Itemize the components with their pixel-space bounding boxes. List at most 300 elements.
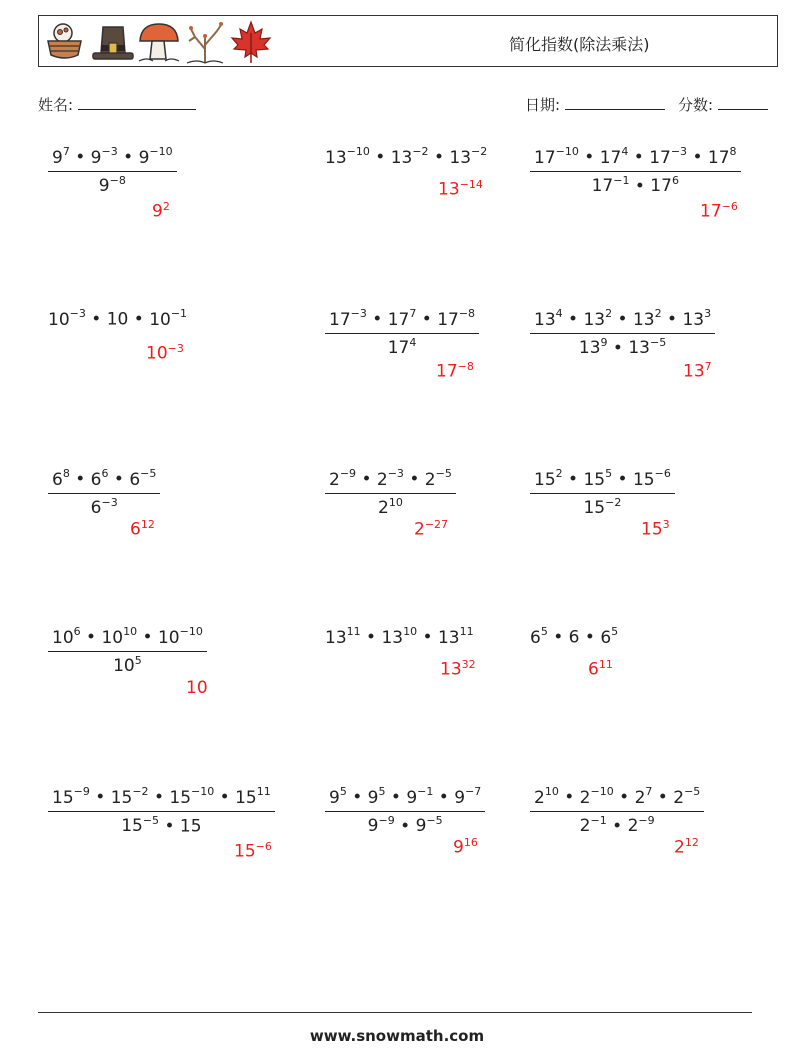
answer-base: 10 [186,678,208,698]
fraction [325,468,456,518]
multiply-dot: • [85,309,107,330]
power-base: 15 [583,469,606,490]
power-base: 2 [673,787,685,808]
power-base: 15 [52,787,74,808]
power-term [634,785,653,808]
answer [683,360,712,382]
power-base: 10 [52,627,74,648]
power-base: 17 [650,176,672,197]
power-exponent: 5 [540,625,548,638]
power-base: 2 [376,469,388,490]
power-exponent: 7 [645,785,653,798]
multiply-dot: • [612,309,633,330]
power-base: 6 [568,627,580,648]
power-term [406,785,434,808]
power-exponent: 5 [339,785,347,798]
fraction [530,468,675,518]
multiply-dot: • [607,338,629,359]
power-term [583,467,613,490]
power-term [101,625,138,648]
answer [588,658,613,680]
power-base: 2 [627,816,639,837]
power-term [600,625,619,648]
worksheet-title: 简化指数(除法乘法) [509,35,650,54]
power-base: 2 [579,816,591,837]
multiply-dot: • [629,176,651,197]
power-base: 13 [682,309,705,330]
power-term [599,145,629,168]
power-term [632,467,671,490]
answer [438,178,483,200]
power-base: 6 [52,469,63,490]
power-base: 9 [367,816,379,837]
power-exponent: 6 [73,625,81,638]
denominator [48,652,207,677]
multiply-dot: • [69,147,91,168]
multiply-dot: • [562,309,584,330]
fraction [48,468,160,518]
fraction [48,786,275,836]
fraction [530,308,715,358]
multiply-dot: • [137,627,158,648]
answer [234,840,272,862]
date-label: 日期: [525,96,561,114]
denominator [48,172,177,197]
power-exponent: −1 [590,813,607,827]
power-base: 17 [437,309,459,330]
power-exponent: −1 [613,173,630,187]
power-base: 13 [578,338,601,359]
power-base: 9 [52,147,63,168]
power-base: 9 [367,787,379,808]
power-exponent: 7 [62,145,70,158]
multiply-dot: • [612,469,633,490]
multiply-dot: • [687,147,708,168]
fraction [325,786,485,836]
power-exponent: −2 [605,495,622,509]
answer [700,200,738,222]
footer-divider [38,1012,752,1013]
power-exponent: 8 [729,145,737,158]
power-term [649,145,688,168]
answer [130,518,155,540]
answer-base: 10 [146,343,168,364]
multiply-dot: • [652,787,674,808]
power-base: 17 [387,338,410,359]
power-exponent: −3 [350,307,367,320]
answer-base: 13 [683,361,705,382]
power-base: 9 [329,787,340,808]
fraction [530,146,741,196]
power-exponent: −6 [654,467,671,480]
numerator [325,308,479,334]
power-term [325,625,361,648]
numerator [325,468,456,494]
problem-expression [48,626,207,676]
answer-exponent: −14 [459,178,483,191]
power-base: 10 [149,309,171,330]
power-base: 13 [449,147,472,168]
power-term [367,785,386,808]
power-term [390,145,429,168]
power-term [180,816,202,836]
power-exponent: 8 [62,467,70,480]
problem-expression [48,468,160,518]
power-exponent: −10 [149,145,173,158]
multiply-dot: • [346,787,368,808]
multiply-dot: • [606,816,628,837]
multiply-dot: • [628,147,650,168]
power-term [579,813,607,837]
power-base: 2 [534,787,545,808]
multiply-dot: • [69,469,91,490]
power-term [329,467,357,490]
power-base: 15 [235,787,257,808]
power-exponent: −3 [387,467,404,480]
multiply-dot: • [128,309,150,330]
answer-base: 2 [674,837,685,858]
power-base: 2 [634,787,646,808]
power-base: 2 [579,787,591,808]
power-term [329,785,347,808]
power-term [534,307,563,330]
power-term [578,335,608,359]
power-base: 13 [381,627,404,648]
power-base: 10 [113,656,135,677]
denominator [325,494,456,519]
power-term [673,785,701,808]
power-term [52,785,90,808]
fraction [48,146,177,196]
power-base: 13 [534,309,556,330]
power-term [583,307,613,330]
power-term [437,307,476,330]
power-exponent: 5 [134,653,142,667]
power-base: 6 [90,469,102,490]
problem-expression [325,786,485,836]
score-label: 分数: [678,96,714,114]
multiply-dot: • [613,787,635,808]
numerator [530,786,704,812]
power-base: 17 [329,309,351,330]
power-term [107,310,129,330]
power-base: 15 [110,787,133,808]
power-exponent: 10 [388,495,403,509]
power-base: 17 [534,147,556,168]
power-exponent: −9 [638,813,655,827]
power-term [129,467,157,490]
multiply-dot: • [148,787,170,808]
power-exponent: −5 [140,467,157,480]
power-exponent: 5 [605,467,613,480]
power-base: 9 [98,176,110,197]
power-exponent: −3 [670,145,688,158]
power-base: 10 [106,309,129,330]
power-base: 6 [90,498,102,519]
answer-exponent: 7 [704,360,712,373]
answer [641,518,670,540]
power-exponent: −9 [73,785,90,798]
answer-exponent: 2 [162,200,170,213]
power-exponent: −2 [132,785,149,798]
power-base: 13 [583,309,606,330]
power-exponent: 10 [403,625,418,638]
power-exponent: 4 [555,307,563,320]
answer [414,518,448,540]
power-exponent: −10 [590,785,614,798]
power-base: 6 [600,627,612,648]
power-term [325,145,370,168]
numerator [48,146,177,172]
power-base: 15 [632,469,655,490]
problem-expression [530,146,741,196]
power-exponent: −5 [426,813,443,827]
power-term [707,145,737,168]
answer-base: 2 [414,519,425,540]
power-term [449,145,488,168]
power-term [378,495,403,519]
answer-exponent: −27 [424,518,449,531]
answer-base: 9 [152,201,163,222]
multiply-dot: • [366,309,388,330]
fraction [530,786,704,836]
numerator [325,786,485,812]
power-term [52,625,81,648]
power-term [235,785,271,808]
power-term [437,625,474,648]
power-base: 13 [628,338,650,359]
fraction [325,308,479,358]
answer-exponent: −6 [721,200,738,213]
multiply-dot: • [547,627,569,648]
power-term [682,307,712,330]
power-exponent: 11 [459,625,474,638]
power-term [329,307,367,330]
problem-expression [530,468,675,518]
power-exponent: −10 [346,145,370,158]
power-exponent: 6 [101,467,109,480]
power-exponent: −3 [101,495,118,509]
multiply-dot: • [562,469,584,490]
power-term [534,145,579,168]
multiply-dot: • [369,147,391,168]
power-term [121,813,160,837]
power-exponent: −10 [555,145,579,158]
power-base: 10 [157,627,180,648]
multiply-dot: • [360,627,382,648]
multiply-dot: • [428,147,450,168]
answer [453,836,478,858]
denominator [48,494,160,519]
power-term [534,785,559,808]
multiply-dot: • [214,787,236,808]
power-exponent: 4 [409,335,417,349]
answer-base: 9 [453,837,464,858]
power-exponent: −9 [378,813,395,827]
power-exponent: 7 [409,307,417,320]
power-term [52,467,70,490]
multiply-dot: • [578,147,600,168]
answer [674,836,699,858]
power-exponent: −9 [339,467,357,480]
multiply-dot: • [403,469,425,490]
power-exponent: −1 [417,785,434,798]
power-exponent: −10 [191,785,215,798]
problem-expression [325,146,487,168]
answer-exponent: −6 [255,840,272,853]
multiply-dot: • [661,309,683,330]
power-base: 9 [454,787,466,808]
power-term [367,813,395,837]
power-term [387,335,417,359]
problem-expression [530,626,618,648]
power-exponent: −1 [170,307,188,320]
multiply-dot: • [117,147,139,168]
power-term [530,625,548,648]
denominator [48,812,275,837]
answer-base: 17 [436,361,458,382]
power-base: 17 [649,147,671,168]
answer-exponent: 3 [662,518,670,531]
power-term [650,173,679,197]
power-term [98,173,126,197]
power-term [110,785,149,808]
power-term [90,467,109,490]
power-base: 17 [707,147,730,168]
power-exponent: −3 [69,307,86,320]
power-exponent: 10 [123,625,138,638]
problem-expression [530,308,715,358]
power-exponent: 11 [256,785,271,798]
power-term [90,495,118,519]
answer [186,678,208,698]
power-base: 9 [90,147,102,168]
power-exponent: 9 [600,335,608,349]
problem-expression [48,786,275,836]
power-base: 9 [406,787,418,808]
power-exponent: −2 [412,145,429,158]
problem-expression [48,146,177,196]
power-base: 10 [101,627,124,648]
power-exponent: 6 [671,173,679,187]
answer-exponent: −3 [167,342,184,355]
power-base: 15 [179,816,202,837]
power-base: 15 [169,787,192,808]
power-exponent: −8 [458,307,476,320]
power-exponent: −7 [465,785,482,798]
power-term [569,628,580,648]
power-base: 9 [415,816,427,837]
power-term [628,335,667,359]
numerator [530,146,741,172]
numerator [48,626,207,652]
power-base: 10 [48,309,70,330]
power-exponent: 5 [378,785,386,798]
multiply-dot: • [356,469,377,490]
answer [152,200,170,222]
power-exponent: −5 [142,813,160,827]
problem-expression [325,468,456,518]
answer [440,658,476,680]
power-exponent: −5 [435,467,452,480]
power-base: 15 [583,498,606,519]
multiply-dot: • [417,627,438,648]
power-exponent: 11 [346,625,361,638]
denominator [325,812,485,837]
power-term [381,625,418,648]
numerator [48,786,275,812]
power-base: 17 [387,309,410,330]
power-exponent: −5 [684,785,701,798]
power-base: 6 [129,469,141,490]
power-term [169,785,215,808]
power-term [591,173,630,197]
denominator [530,812,704,837]
multiply-dot: • [558,787,580,808]
power-exponent: 3 [704,307,712,320]
numerator [530,468,675,494]
power-term [149,307,188,330]
denominator [325,334,479,359]
power-exponent: −2 [471,145,488,158]
power-exponent: 2 [654,307,662,320]
answer-base: 17 [700,201,722,222]
multiply-dot: • [394,816,416,837]
denominator [530,172,741,197]
power-base: 17 [591,176,614,197]
multiply-dot: • [579,627,601,648]
multiply-dot: • [80,627,102,648]
denominator [530,494,675,519]
answer-exponent: 12 [684,836,699,849]
power-base: 9 [138,147,150,168]
answer [436,360,474,382]
power-base: 13 [325,627,347,648]
numerator [530,308,715,334]
name-label: 姓名: [38,96,74,114]
answer-exponent: 32 [461,658,476,671]
multiply-dot: • [108,469,130,490]
multiply-dot: • [416,309,438,330]
power-term [90,145,118,168]
power-exponent: 4 [621,145,629,158]
power-term [534,467,563,490]
power-exponent: −10 [179,625,203,638]
power-term [113,653,142,677]
problem-expression [325,626,474,648]
power-term [583,495,622,519]
problem-expression [325,308,479,358]
answer-exponent: 11 [598,658,613,671]
answer [146,342,184,364]
power-base: 6 [530,627,541,648]
power-term [48,307,86,330]
problem-expression [530,786,704,836]
power-base: 13 [632,309,655,330]
multiply-dot: • [89,787,111,808]
power-exponent: 2 [605,307,613,320]
power-exponent: −5 [650,335,667,349]
power-term [632,307,662,330]
denominator [530,334,715,359]
answer-base: 13 [438,179,460,200]
power-base: 2 [378,498,389,519]
power-base: 17 [599,147,622,168]
power-term [376,467,404,490]
footer-url: www.snowmath.com [309,1027,485,1045]
power-base: 13 [390,147,413,168]
multiply-dot: • [433,787,455,808]
